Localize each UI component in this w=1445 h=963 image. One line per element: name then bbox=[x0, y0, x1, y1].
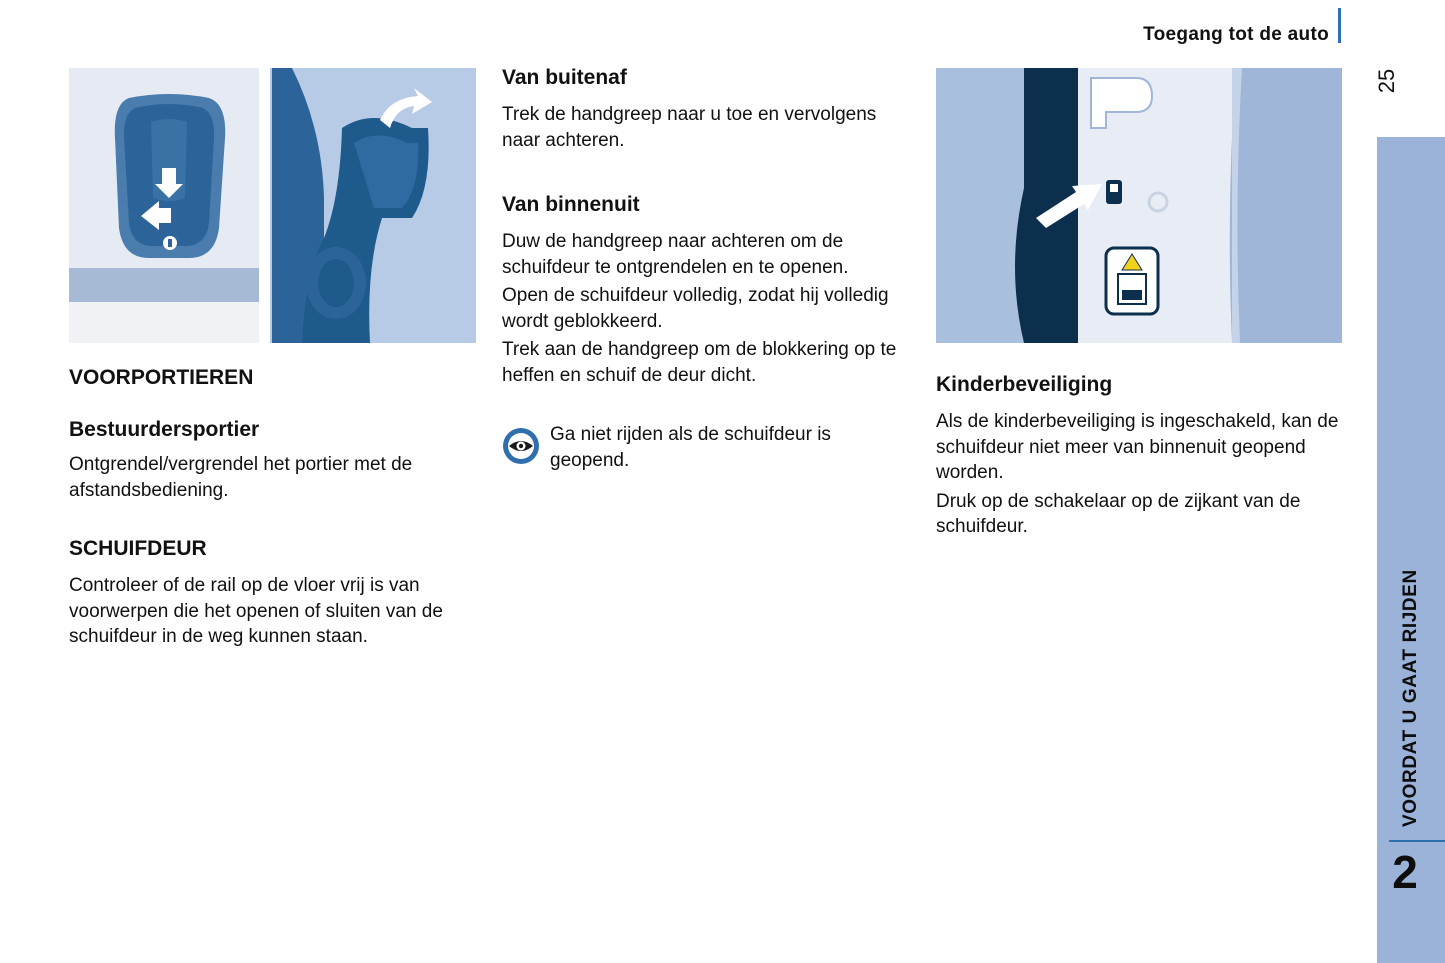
child-lock-illustration bbox=[936, 68, 1342, 343]
header-divider bbox=[1338, 8, 1341, 43]
sliding-door-heading: SCHUIFDEUR bbox=[69, 537, 207, 560]
from-inside-paragraph: Open de schuifdeur volledig, zodat hij volledig wordt geblokkeerd. bbox=[502, 285, 889, 332]
child-lock-paragraph: Als de kinderbeveiliging is ingeschakeld, kan de schuifdeur niet meer van binnenuit geopend worden. bbox=[936, 411, 1339, 483]
child-lock-paragraph: Druk op de schakelaar op de zijkant van de schuifdeur. bbox=[936, 490, 1301, 537]
driver-door-text: Ontgrendel/vergrendel het portier met de afstandsbediening. bbox=[69, 454, 413, 501]
child-lock-subheading: Kinderbeveiliging bbox=[936, 373, 1113, 396]
note-text: Ga niet rijden als de schuifdeur is geopend. bbox=[550, 424, 831, 471]
sliding-door-text: Controleer of de rail op de vloer vrij is van voorwerpen die het openen of sluiten van de schuifdeur in de weg kunnen staan. bbox=[69, 575, 443, 647]
from-inside-paragraph: Duw de handgreep naar achteren om de schuifdeur te ontgrendelen en te openen. bbox=[502, 231, 849, 278]
left-column bbox=[69, 366, 479, 650]
driver-door-subheading: Bestuurdersportier bbox=[69, 418, 260, 441]
front-door-handle-illustration bbox=[69, 68, 259, 343]
chapter-number: 2 bbox=[1392, 846, 1418, 898]
from-outside-subheading: Van buitenaf bbox=[502, 66, 627, 89]
eye-icon bbox=[502, 427, 540, 465]
from-inside-paragraph: Trek aan de handgreep om de blokkering op te heffen en schuif de deur dicht. bbox=[502, 339, 897, 386]
chapter-tab[interactable] bbox=[1377, 137, 1445, 963]
note-box bbox=[502, 422, 912, 473]
sliding-door-handle-illustration bbox=[262, 68, 476, 343]
right-column bbox=[936, 373, 1346, 540]
front-doors-heading: VOORPORTIEREN bbox=[69, 366, 254, 389]
chapter-divider bbox=[1389, 840, 1445, 842]
middle-column bbox=[502, 66, 912, 388]
chapter-label: VOORDAT U GAAT RIJDEN bbox=[1400, 569, 1421, 827]
from-inside-subheading: Van binnenuit bbox=[502, 193, 640, 216]
from-outside-text: Trek de handgreep naar u toe en vervolgens naar achteren. bbox=[502, 104, 877, 151]
page-number: 25 bbox=[1374, 68, 1399, 94]
section-title: Toegang tot de auto bbox=[1143, 24, 1329, 45]
